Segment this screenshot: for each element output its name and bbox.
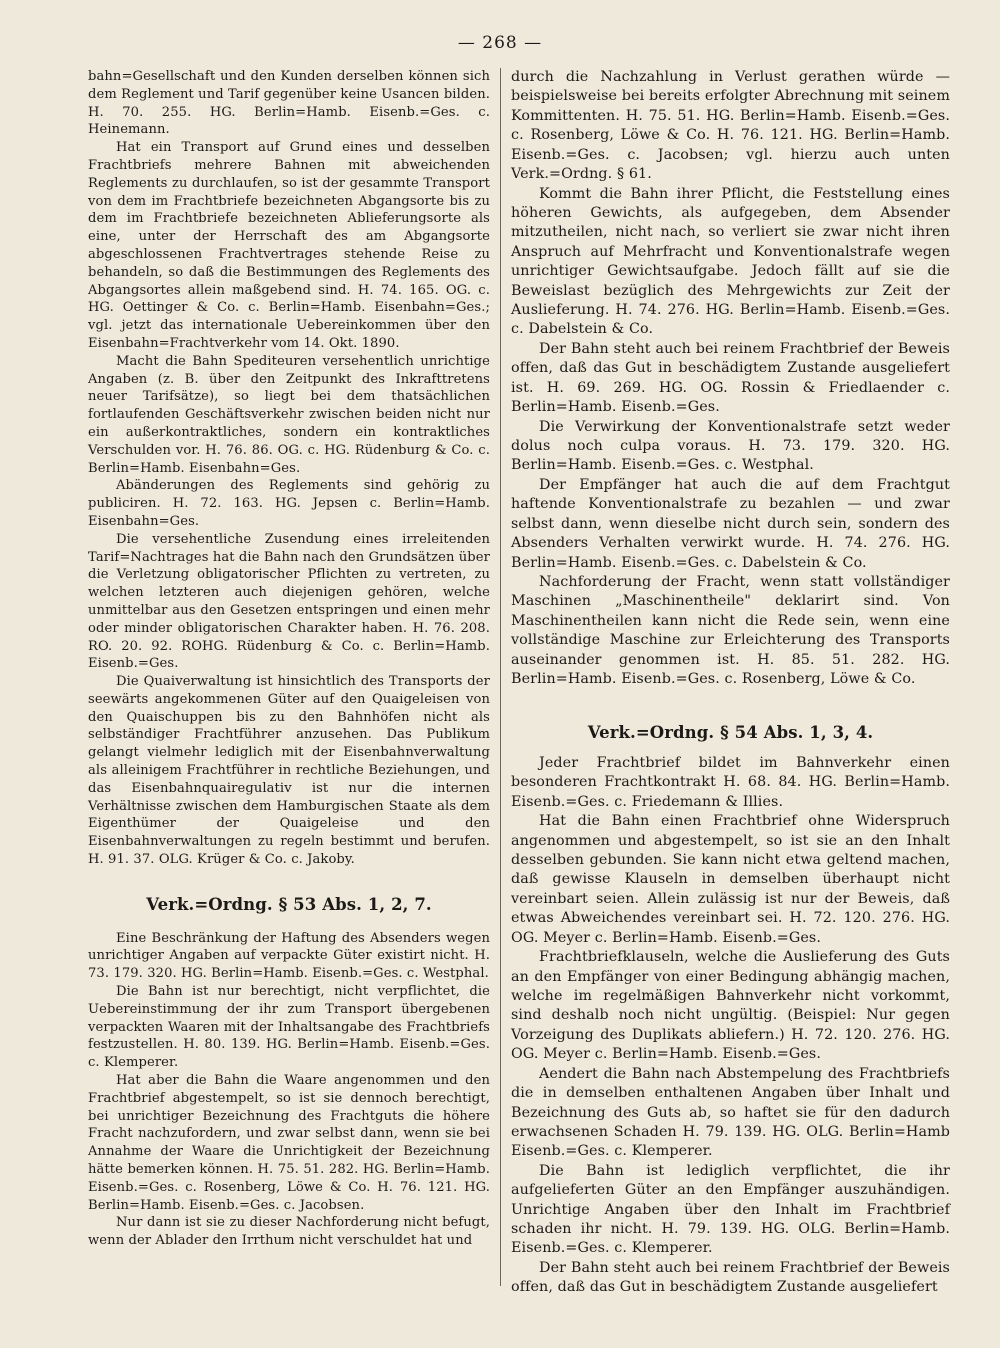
paragraph: Nachforderung der Fracht, wenn statt vollständiger Maschinen „Maschinentheile" deklarirt sind. Von Maschinentheilen kann nicht die Rede sein, wenn eine vollständige Maschine zur Erleichterung des Transports auseinander genommen ist. H. 85. 51. 282. HG. Berlin=Hamb. Eisenb.=Ges. c. Rosenberg, Löwe & Co. [511,573,950,688]
paragraph: Der Bahn steht auch bei reinem Frachtbrief der Beweis offen, daß das Gut in beschädigtem Zustande ausgeliefert [511,1259,950,1296]
paragraph: Der Bahn steht auch bei reinem Frachtbrief der Beweis offen, daß das Gut in beschädigtem Zustande ausgeliefert ist. H. 69. 269. HG. OG. Rossin & Friedlaender c. Berlin=Hamb. Eisenb.=Ges. [511,340,950,416]
left-column [88,68,490,1250]
paragraph: Nur dann ist sie zu dieser Nachforderung nicht befugt, wenn der Ablader den Irrthum nicht verschuldet hat und [88,1215,490,1249]
paragraph: Der Empfänger hat auch die auf dem Frachtgut haftende Konventionalstrafe zu bezahlen — und zwar selbst dann, wenn dieselbe nicht durch sein, sondern des Absenders Verhalten verwirkt wurde. H. 74. 276. HG. Berlin=Hamb. Eisenb.=Ges. c. Dabelstein & Co. [511,476,950,571]
paragraph: Hat die Bahn einen Frachtbrief ohne Widerspruch angenommen und abgestempelt, so ist sie an den Inhalt desselben gebunden. Sie kann nicht etwa geltend machen, daß gewisse Klauseln in demselben überhaupt nicht vereinbart seien. Allein zulässig ist nur der Beweis, daß etwas Abweichendes vereinbart sei. H. 72. 120. 276. HG. OG. Meyer c. Berlin=Hamb. Eisenb.=Ges. [511,813,950,946]
paragraph: Die Quaiverwaltung ist hinsichtlich des Transports der seewärts angekommenen Güter auf den Quaigeleisen von den Quaischuppen bis zu den Bahnhöfen nicht als selbständiger Frachtführer anzusehen. Das Publikum gelangt vielmehr lediglich mit der Eisenbahnverwaltung als alleinigem Frachtführer in rechtliche Beziehungen, und das Eisenbahnquairegulativ ist nur die internen Verhältnisse zwischen dem Hamburgischen Staate als dem Eigenthümer der Quaigeleise und den Eisenbahnverwaltungen zu regeln bestimmt und berufen. H. 91. 37. OLG. Krüger & Co. c. Jakoby. [88,674,490,868]
paragraph: Die versehentliche Zusendung eines irreleitenden Tarif=Nachtrages hat die Bahn nach den Grundsätzen über die Verletzung obligatorischer Pflichten zu vertreten, zu welchen letzteren auch diejenigen gehören, welche unmittelbar aus den Gesetzen entspringen und einen mehr oder minder obligatorischen Charakter haben. H. 76. 208. RO. 20. 92. ROHG. Rüdenburg & Co. c. Berlin=Hamb. Eisenb.=Ges. [88,531,490,672]
page-number: — 268 — [457,33,543,53]
section-heading: Verk.=Ordng. § 53 Abs. 1, 2, 7. [146,894,432,914]
paragraph: Die Bahn ist lediglich verpflichtet, die ihr aufgelieferten Güter an den Empfänger auszuhändigen. Unrichtige Angaben über den Inhalt im Frachtbrief schaden ihr nicht. H. 79. 139. HG. OLG. Berlin=Hamb. Eisenb.=Ges. c. Klemperer. [511,1162,950,1257]
paragraph: Hat ein Transport auf Grund eines und desselben Frachtbriefs mehrere Bahnen mit abweichenden Reglements zu durchlaufen, so ist der gesammte Transport von dem im Frachtbriefe bezeichneten Abgangsorte bis zu dem im Frachtbriefe bezeichneten Ablieferungsorte als eine, unter der Herrschaft des am Abgangsorte abgeschlossenen Frachtvertrages stehende Reise zu behandeln, so daß die Bestimmungen des Reglements des Abgangsortes allein maßgebend sind. H. 74. 165. OG. c. HG. Oettinger & Co. c. Berlin=Hamb. Eisenbahn=Ges.; vgl. jetzt das internationale Uebereinkommen über den Eisenbahn=Frachtverkehr vom 14. Okt. 1890. [88,140,490,351]
paragraph: Eine Beschränkung der Haftung des Absenders wegen unrichtiger Angaben auf verpackte Güter existirt nicht. H. 73. 179. 320. HG. Berlin=Hamb. Eisenb.=Ges. c. Westphal. [88,930,490,982]
paragraph: Macht die Bahn Spediteuren versehentlich unrichtige Angaben (z. B. über den Zeitpunkt des Inkrafttretens neuer Tarifsätze), so liegt bei dem thatsächlichen fortlaufenden Geschäftsverkehr zwischen beiden nicht nur ein außerkontraktliches, sondern ein kontraktliches Verschulden vor. H. 76. 86. OG. c. HG. Rüdenburg & Co. c. Berlin=Hamb. Eisenbahn=Ges. [88,353,490,476]
paragraph: Kommt die Bahn ihrer Pflicht, die Feststellung eines höheren Gewichts, als aufgegeben, dem Absender mitzutheilen, nicht nach, so verliert sie zwar nicht ihren Anspruch auf Mehrfracht und Konventionalstrafe wegen unrichtiger Gewichtsaufgabe. Jedoch fällt auf sie die Beweislast bezüglich des Mehrgewichts zur Zeit der Auslieferung. H. 74. 276. HG. Berlin=Hamb. Eisenb.=Ges. c. Dabelstein & Co. [511,185,950,338]
paragraph: Aendert die Bahn nach Abstempelung des Frachtbriefs die in demselben enthaltenen Angaben über Inhalt und Bezeichnung des Guts ab, so haftet sie für den dadurch erwachsenen Schaden H. 79. 139. HG. OLG. Berlin=Hamb Eisenb.=Ges. c. Klemperer. [511,1065,950,1160]
paragraph: bahn=Gesellschaft und den Kunden derselben können sich dem Reglement und Tarif gegenüber keine Usancen bilden. H. 70. 255. HG. Berlin=Hamb. Eisenb.=Ges. c. Heinemann. [88,69,490,138]
paragraph: Frachtbriefklauseln, welche die Auslieferung des Guts an den Empfänger von einer Bedingung abhängig machen, welche im regelmäßigen Bahnverkehr nicht vorkommt, sind deshalb noch nicht ungültig. (Beispiel: Nur gegen Vorzeigung des Duplikats abliefern.) H. 72. 120. 276. HG. OG. Meyer c. Berlin=Hamb. Eisenb.=Ges. [511,949,950,1063]
paragraph: durch die Nachzahlung in Verlust gerathen würde — beispielsweise bei bereits erfolgter Abrechnung mit seinem Kommittenten. H. 75. 51. HG. Berlin=Hamb. Eisenb.=Ges. c. Rosenberg, Löwe & Co. H. 76. 121. HG. Berlin=Hamb. Eisenb.=Ges. c. Jacobsen; vgl. hierzu auch unten Verk.=Ordng. § 61. [511,69,950,183]
paragraph: Abänderungen des Reglements sind gehörig zu publiciren. H. 72. 163. HG. Jepsen c. Berlin=Hamb. Eisenbahn=Ges. [88,478,490,529]
paragraph: Hat aber die Bahn die Waare angenommen und den Frachtbrief abgestempelt, so ist sie dennoch berechtigt, bei unrichtiger Bezeichnung des Frachtguts die höhere Fracht nachzufordern, und zwar selbst dann, wenn sie bei Annahme der Waare die Unrichtigkeit der Bezeichnung hätte bemerken können. H. 75. 51. 282. HG. Berlin=Hamb. Eisenb.=Ges. c. Rosenberg, Löwe & Co. H. 76. 121. HG. Berlin=Hamb. Eisenb.=Ges. c. Jacobsen. [88,1073,490,1213]
paragraph: Jeder Frachtbrief bildet im Bahnverkehr einen besonderen Frachtkontrakt H. 68. 84. HG. Berlin=Hamb. Eisenb.=Ges. c. Friedemann & Illies. [511,754,950,810]
right-column [511,68,950,1298]
column-divider [500,68,501,1286]
paragraph: Die Verwirkung der Konventionalstrafe setzt weder dolus noch culpa voraus. H. 73. 179. 320. HG. Berlin=Hamb. Eisenb.=Ges. c. Westphal. [511,418,950,474]
paragraph: Die Bahn ist nur berechtigt, nicht verpflichtet, die Uebereinstimmung der ihr zum Transport übergebenen verpackten Waaren mit der Inhaltsangabe des Frachtbriefs festzustellen. H. 80. 139. HG. Berlin=Hamb. Eisenb.=Ges. c. Klemperer. [88,984,490,1071]
section-heading: Verk.=Ordng. § 54 Abs. 1, 3, 4. [587,722,874,742]
